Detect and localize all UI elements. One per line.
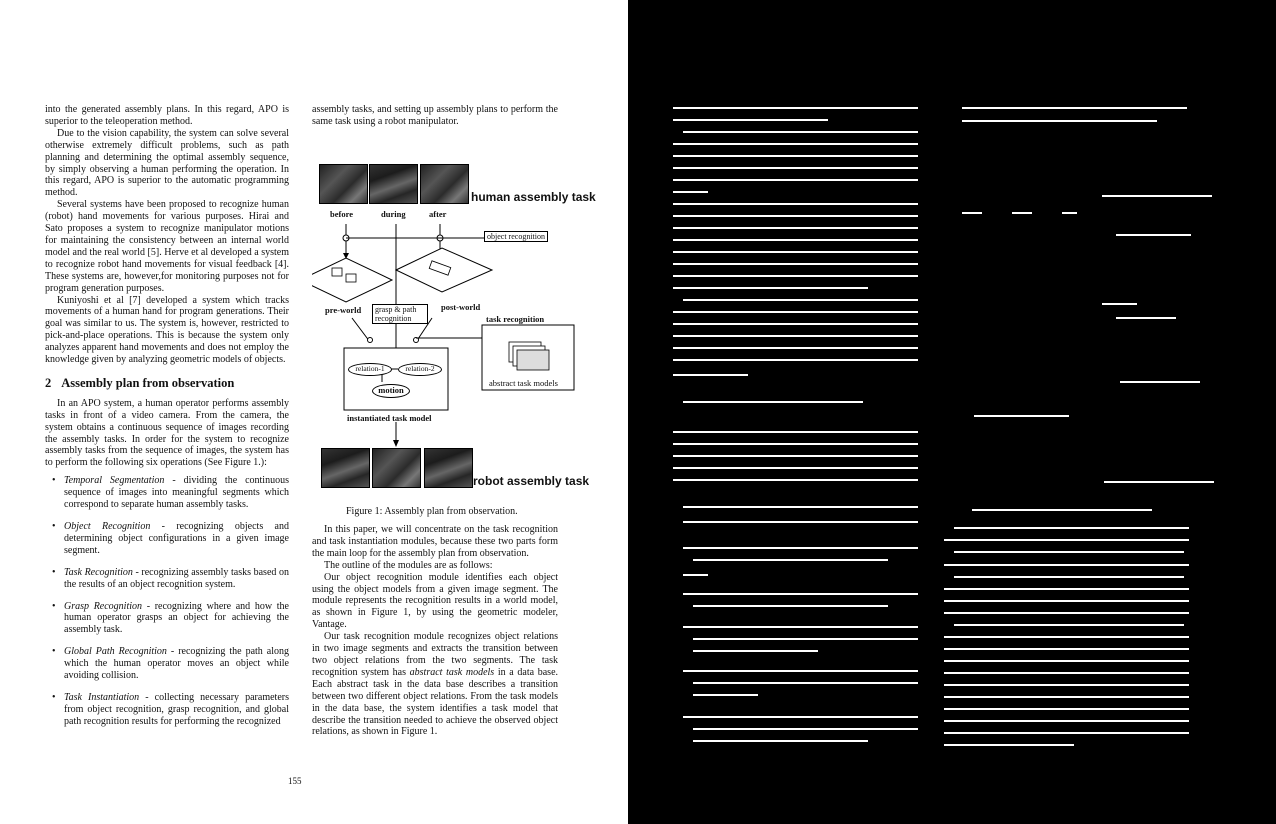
page-number: 155 [288,776,302,786]
paragraph: Kuniyoshi et al [7] developed a system which tracks movements of a human hand for program generations. Their goal was similar to us. The system is, however, restricted to pick-and-place operations. This is because the system only analyzes apparent hand movements and does not employ the knowledge given by analyzing geometric models of objects. [45,294,289,366]
paper-page [0,0,628,824]
list-item [45,567,289,591]
mask-stroke [954,624,1184,626]
mask-stroke [693,694,758,696]
mask-stroke [944,588,1189,590]
mask-stroke [683,131,918,133]
mask-stroke [673,479,918,481]
text-run: Our task recognition module recognizes object relations in two image segments and extracts the transition between two object relations from the two segments. The task recognition system has [312,631,558,678]
mask-stroke [944,660,1189,662]
paragraph [312,631,558,738]
label-pre-world: pre-world [325,305,362,315]
description: - recognizing assembly tasks based on the results of an object recognition system. [64,566,289,590]
term: Global Path Recognition [64,646,167,658]
mask-stroke [673,311,918,313]
mask-stroke [972,509,1152,511]
paragraph: The outline of the modules are as follows: [324,559,493,571]
mask-stroke [944,612,1189,614]
mask-stroke [1116,317,1176,319]
mask-stroke [944,696,1189,698]
mask-stroke [944,720,1189,722]
human-assembly-task-label: human assembly task [471,190,596,204]
figure-caption: Figure 1: Assembly plan from observation. [346,506,518,517]
mask-stroke [1062,212,1077,214]
mask-stroke [954,576,1184,578]
mask-stroke [944,708,1189,710]
mask-stroke [1104,481,1214,483]
mask-stroke [1116,234,1191,236]
left-column [45,104,289,738]
label-task-recognition: task recognition [486,314,545,324]
mask-stroke [693,650,818,652]
oval-motion: motion [372,384,410,398]
mask-stroke [693,682,918,684]
emphasis: abstract task models [409,666,495,678]
paragraph: assembly tasks, and setting up assembly plans to perform the same task using a robot manipulator. [312,104,558,127]
mask-stroke [683,574,708,576]
mask-stroke [673,455,918,457]
mask-stroke [673,275,918,277]
robot-assembly-task-label: robot assembly task [473,474,590,488]
oval-relation-1: relation-1 [348,363,392,376]
paragraph: In this paper, we will concentrate on the task recognition and task instantiation modules, because these two parts form the main loop for the assembly plan from observation. [312,524,558,559]
list-item [45,646,289,682]
mask-stroke [944,648,1189,650]
label-before: before [330,209,353,219]
mask-stroke [673,359,918,361]
mask-stroke [673,119,828,121]
oval-relation-2: relation-2 [398,363,442,376]
list-item [45,475,289,511]
mask-stroke [693,740,868,742]
mask-stroke [954,551,1184,553]
mask-stroke [683,506,918,508]
mask-stroke [673,239,918,241]
mask-stroke [673,263,918,265]
paragraph: In an APO system, a human operator performs assembly tasks in front of a video camera. From the camera, the system obtains a continuous sequence of images recording the assembly tasks. In order for the system to recognize assembly tasks from the sequence of images, the system has to perform the following six operations (See Figure 1.): [45,397,289,469]
image-after [420,164,469,204]
mask-stroke [954,527,1189,529]
mask-stroke [683,593,918,595]
right-column-top [312,104,558,128]
object-recognition-box: object recognition [484,231,548,242]
mask-stroke [673,191,708,193]
mask-stroke [1102,195,1212,197]
mask-stroke [962,212,982,214]
paragraph: Due to the vision capability, the system can solve several otherwise extremely difficult problems, such as path planning and determining the optimal assembly sequence, by simply observing a human performing the operation. In this regard, APO is superior to the automatic programming method. [45,127,289,199]
mask-stroke [673,287,868,289]
image-robot-3 [424,448,473,488]
mask-stroke [944,539,1189,541]
term: Grasp Recognition [64,600,143,612]
description: - recognizing where and how the human operator grasps an object for achieving the assembly task. [64,600,289,636]
mask-stroke [944,636,1189,638]
mask-stroke [673,467,918,469]
grasp-path-box: grasp & path recognition [372,304,428,324]
mask-stroke [683,670,918,672]
mask-stroke [944,672,1189,674]
mask-stroke [1012,212,1032,214]
term: Object Recognition [64,521,151,532]
mask-stroke [673,347,918,349]
description: - recognizing the path along which the human operator moves an object while avoiding collision. [64,646,289,682]
paragraph: into the generated assembly plans. In this regard, APO is superior to the teleoperation method. [45,104,289,127]
mask-stroke [673,431,918,433]
operations-list [45,475,289,727]
mask-stroke [962,107,1187,109]
description: - dividing the continuous sequence of images into meaningful segments which correspond to separate human assembly tasks. [64,475,289,511]
mask-stroke [673,323,918,325]
mask-stroke [673,179,918,181]
redacted-page [628,0,1276,824]
mask-stroke [673,251,918,253]
list-item [45,692,289,728]
description: - collecting necessary parameters from object recognition, grasp recognition, and global path recognition results for performing the recognized [64,691,289,727]
mask-stroke [683,547,918,549]
mask-stroke [673,215,918,217]
mask-stroke [693,728,918,730]
mask-stroke [673,335,918,337]
paragraph: Several systems have been proposed to recognize human (robot) hand movements for various purposes. Hirai and Sato proposes a system to recognize manipulator motions for maintaining the consistency between an internal world model and the real world [5]. Herve et al developed a system to recognize robot hand movements for visual feedback [4]. These systems are, however,for monitoring purposes not for program generation purposes. [45,199,289,294]
image-during [369,164,418,204]
label-instantiated-task-model: instantiated task model [347,413,432,423]
mask-stroke [944,600,1189,602]
mask-stroke [944,564,1189,566]
mask-stroke [673,227,918,229]
mask-stroke [974,415,1069,417]
section-number: 2 [45,375,52,390]
mask-stroke [673,107,918,109]
mask-stroke [1102,303,1137,305]
text-run: in a data base. Each abstract task in the data base describes a transition between two different object relations. From the task models in the data base, the system identifies a task model that describe the transition needed to achieve the observed object relations, as shown in Figure 1. [312,666,559,738]
label-post-world: post-world [441,302,481,312]
section-title: Assembly plan from observation [61,375,235,390]
label-after: after [429,209,447,219]
mask-stroke [683,716,918,718]
label-abstract-task-models: abstract task models [489,378,558,388]
mask-stroke [693,559,888,561]
right-column [312,524,558,738]
list-item [45,601,289,637]
mask-stroke [673,155,918,157]
term: Task Instantiation [64,691,140,703]
figure-diagram [312,160,592,490]
mask-stroke [1120,381,1200,383]
label-during: during [381,209,406,219]
description: - recognizing objects and determining object configurations in a given image segment. [64,521,289,556]
mask-stroke [683,299,918,301]
mask-stroke [683,626,918,628]
mask-stroke [673,374,748,376]
term: Temporal Segmentation [64,475,165,487]
mask-stroke [683,521,918,523]
mask-stroke [673,443,918,445]
list-item [45,521,289,557]
paragraph: Our object recognition module identifies each object using the object models from a given image segment. The module represents the recognition results in a world model, as shown in Figure 1, by using the geometric modeler, Vantage. [312,571,558,631]
mask-stroke [693,638,918,640]
mask-stroke [944,732,1189,734]
image-robot-1 [321,448,370,488]
mask-stroke [944,684,1189,686]
section-heading [45,375,289,390]
image-robot-2 [372,448,421,488]
term: Task Recognition [64,566,133,578]
mask-stroke [944,744,1074,746]
mask-stroke [962,120,1157,122]
mask-stroke [693,605,888,607]
figure-1 [312,160,596,490]
mask-stroke [673,203,918,205]
image-before [319,164,368,204]
mask-stroke [673,143,918,145]
mask-stroke [673,167,918,169]
mask-stroke [683,401,863,403]
